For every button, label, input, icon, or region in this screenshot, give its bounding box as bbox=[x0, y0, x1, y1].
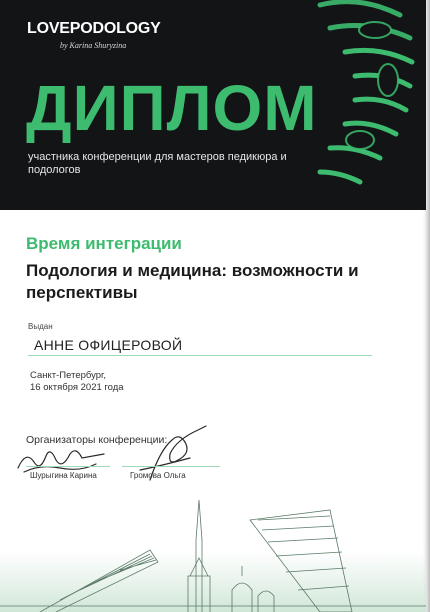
signer-name-1: Шурыгина Карина bbox=[30, 471, 97, 480]
signature-line-2 bbox=[122, 466, 220, 467]
signer-name-2: Громова Ольга bbox=[130, 471, 186, 480]
event-date: 16 октября 2021 года bbox=[30, 382, 124, 393]
recipient-underline bbox=[28, 355, 372, 356]
organizers-label: Организаторы конференции: bbox=[26, 434, 168, 446]
signature-line-1 bbox=[26, 466, 110, 467]
brand-logo: LOVEPODOLOGY bbox=[27, 20, 161, 37]
recipient-name: АННЕ ОФИЦЕРОВОЙ bbox=[34, 337, 183, 353]
diploma-title: ДИПЛОМ bbox=[26, 72, 318, 144]
diploma-header bbox=[0, 0, 426, 210]
footprint-art-icon bbox=[300, 0, 426, 210]
bridge-skyline-icon bbox=[0, 480, 426, 612]
diploma-subtitle: участника конференции для мастеров педикюра и подологов bbox=[28, 151, 287, 176]
city: Санкт-Петербург, bbox=[30, 370, 106, 381]
conference-theme: Подология и медицина: возможности и перспективы bbox=[26, 261, 359, 302]
conference-name: Время интеграции bbox=[26, 234, 182, 253]
issued-label: Выдан bbox=[28, 322, 53, 331]
place-and-date bbox=[30, 370, 230, 394]
brand-logo-subtitle: by Karina Shuryzina bbox=[60, 41, 127, 50]
